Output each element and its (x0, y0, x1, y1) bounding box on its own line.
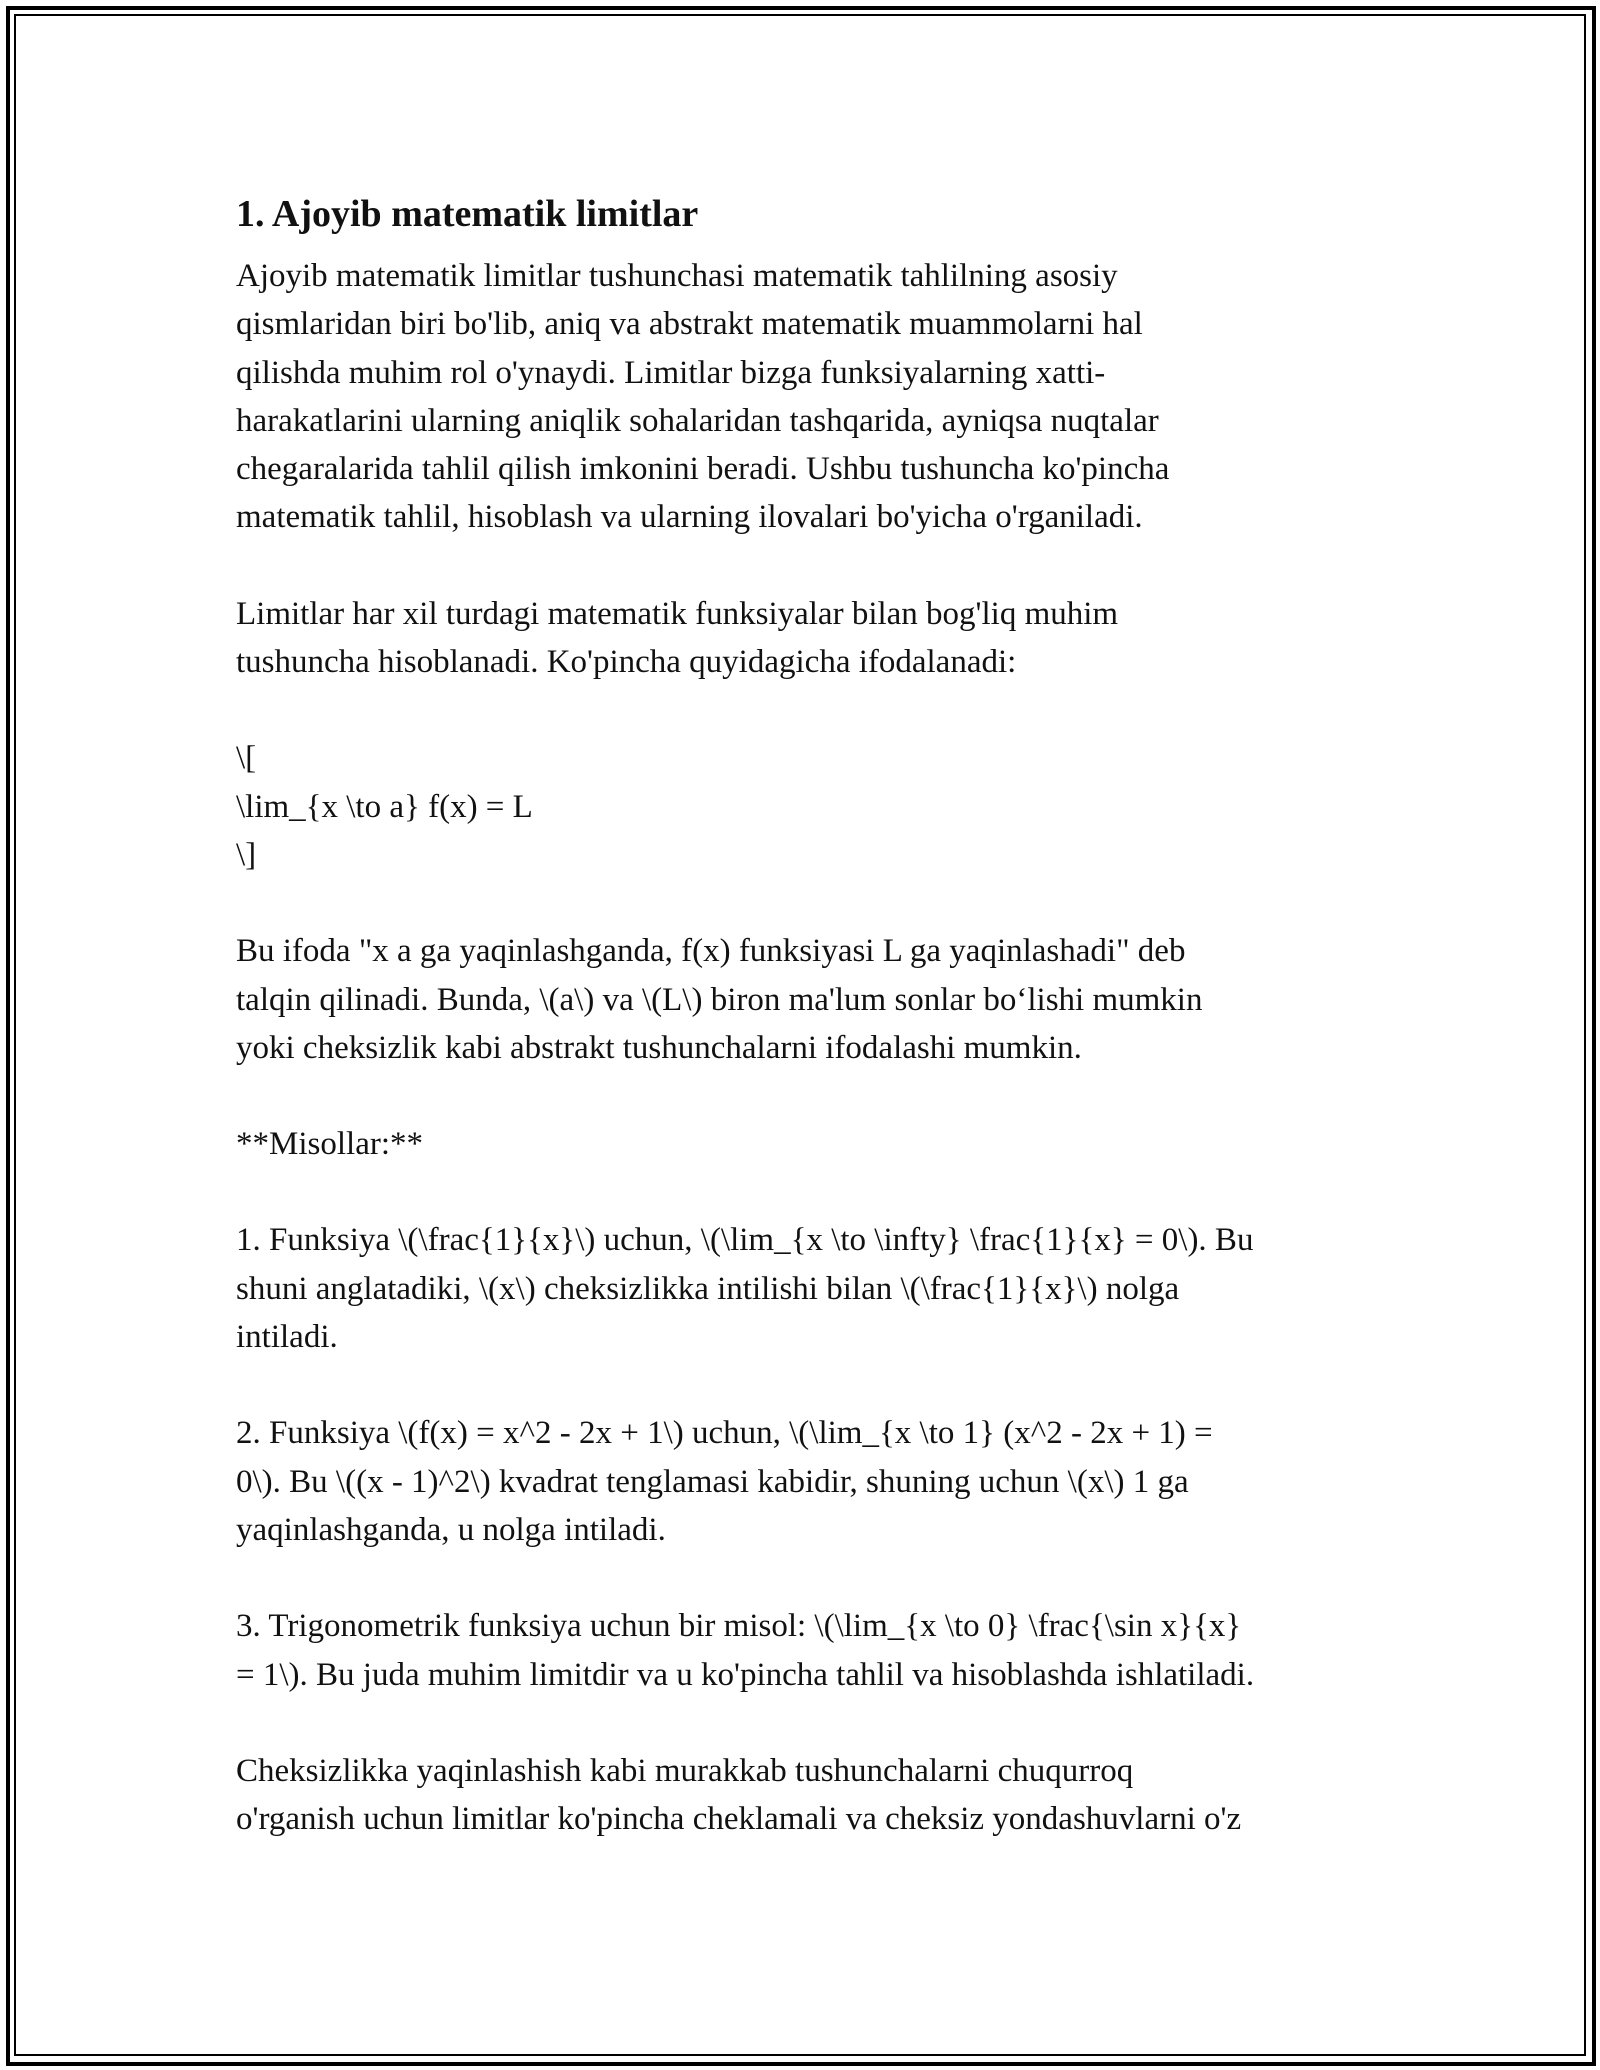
example-3: 3. Trigonometrik funksiya uchun bir misol: \(\lim_{x \to 0} \frac{\sin x}{x} = 1\). Bu juda muhim limitdir va u ko'pincha tahlil va hisoblashda ishlatiladi. (236, 1608, 1255, 1693)
document-body (236, 180, 1386, 1891)
definition-paragraph: Limitlar har xil turdagi matematik funksiyalar bilan bog'liq muhim tushuncha hisoblanadi. Ko'pincha quyidagicha ifodalanadi: (236, 595, 1119, 681)
examples-label: **Misollar:** (236, 1126, 423, 1163)
interpretation-paragraph: Bu ifoda "x a ga yaqinlashganda, f(x) funksiyasi L ga yaqinlashadi" deb talqin qilinadi. Bunda, \(a\) va \(L\) biron ma'lum sonlar bo‘lishi mumkin yoki cheksizlik kabi abstrakt tushunchalarni ifodalashi mumkin. (236, 933, 1203, 1066)
closing-paragraph: Cheksizlikka yaqinlashish kabi murakkab tushunchalarni chuqurroq o'rganish uchun limitlar ko'pincha cheklamali va cheksiz yondashuvlarni o'z (236, 1752, 1242, 1838)
intro-paragraph: Ajoyib matematik limitlar tushunchasi matematik tahlilning asosiy qismlaridan biri bo'lib, aniq va abstrakt matematik muammolarni hal qilishda muhim rol o'ynaydi. Limitlar bizga funksiyalarning xatti- harakatlarini ularning aniqlik sohalaridan tashqarida, ayniqsa nuqtalar chegaralarida tahlil qilish imkonini beradi. Ushbu tushuncha ko'pincha matematik tahlil, hisoblash va ularning ilovalari bo'yicha o'rganiladi. (236, 258, 1170, 536)
limit-formula: \[ \lim_{x \to a} f(x) = L \] (236, 740, 533, 873)
section-heading: 1. Ajoyib matematik limitlar (236, 193, 699, 235)
example-2: 2. Funksiya \(f(x) = x^2 - 2x + 1\) uchun, \(\lim_{x \to 1} (x^2 - 2x + 1) = 0\). Bu \((x - 1)^2\) kvadrat tenglamasi kabidir, shuning uchun \(x\) 1 ga yaqinlashganda, u nolga intiladi. (236, 1415, 1213, 1548)
example-1: 1. Funksiya \(\frac{1}{x}\) uchun, \(\lim_{x \to \infty} \frac{1}{x} = 0\). Bu shuni anglatadiki, \(x\) cheksizlikka intilishi bilan \(\frac{1}{x}\) nolga intiladi. (236, 1222, 1254, 1356)
